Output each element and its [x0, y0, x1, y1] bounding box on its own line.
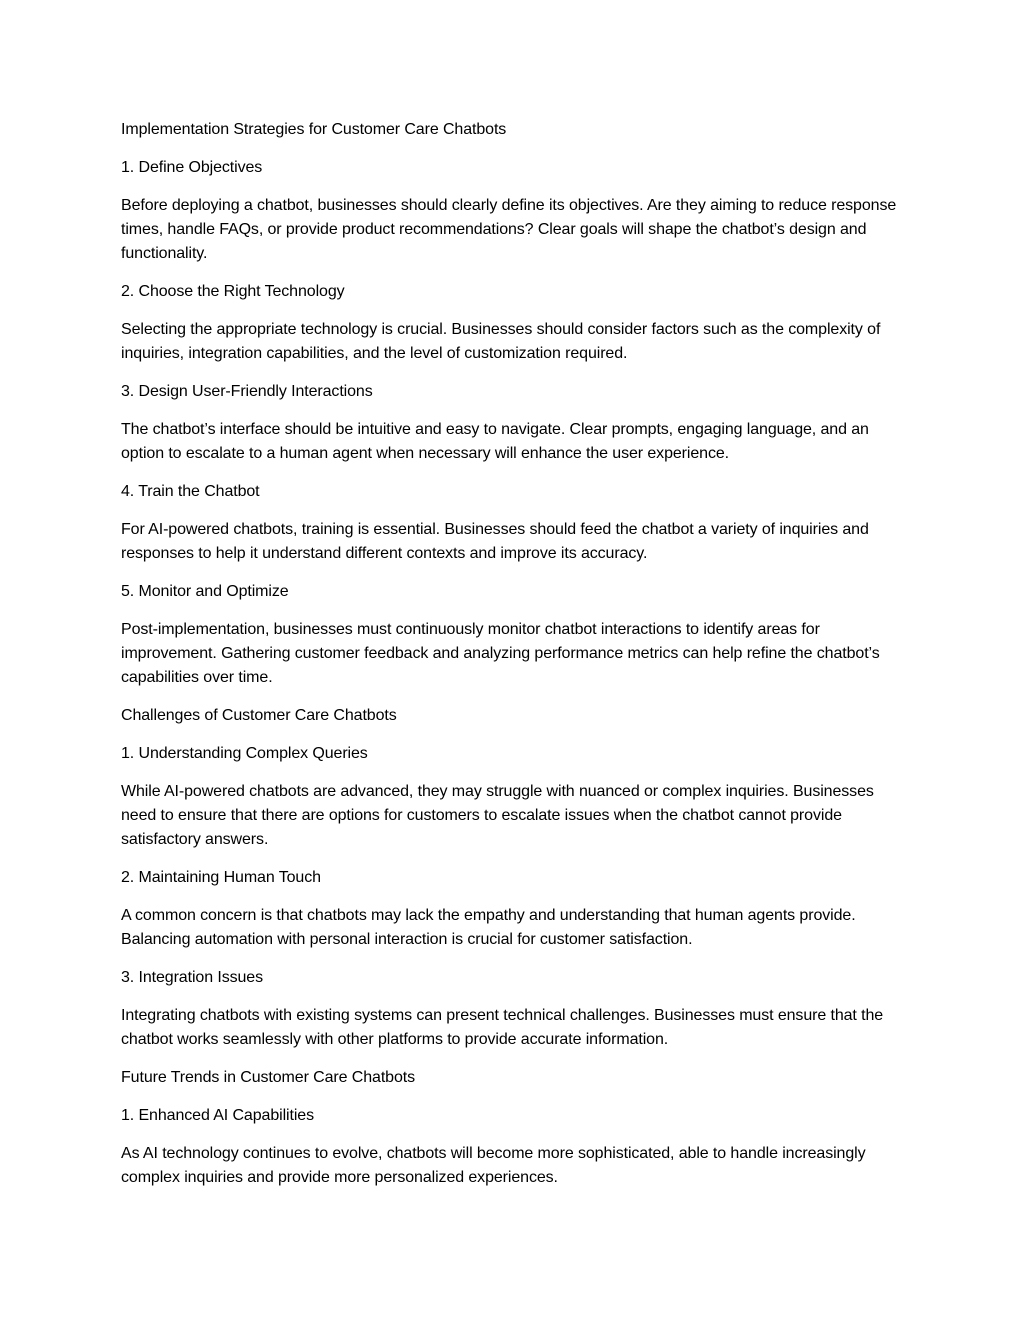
item-heading-complex-queries: 1. Understanding Complex Queries [121, 745, 368, 762]
item-heading-train-chatbot: 4. Train the Chatbot [121, 483, 260, 500]
item-heading-enhanced-ai: 1. Enhanced AI Capabilities [121, 1107, 314, 1124]
item-heading-monitor-optimize: 5. Monitor and Optimize [121, 583, 289, 600]
item-heading-design-interactions: 3. Design User-Friendly Interactions [121, 383, 373, 400]
item-heading-human-touch: 2. Maintaining Human Touch [121, 869, 321, 886]
body-paragraph-complex-queries: While AI-powered chatbots are advanced, they may struggle with nuanced or complex inquiries. Businesses need to ensure that there are options for customers to escalate issues when the chatbot cannot provide satisfactory answers. [121, 783, 874, 848]
body-paragraph-monitor-optimize: Post-implementation, businesses must continuously monitor chatbot interactions to identify areas for improvement. Gathering customer feedback and analyzing performance metrics can help refine the chatbot’s capabilities over time. [121, 621, 880, 686]
item-heading-choose-technology: 2. Choose the Right Technology [121, 283, 345, 300]
body-paragraph-enhanced-ai: As AI technology continues to evolve, chatbots will become more sophisticated, able to handle increasingly complex inquiries and provide more personalized experiences. [121, 1145, 866, 1186]
section-heading-implementation: Implementation Strategies for Customer Care Chatbots [121, 121, 507, 138]
body-paragraph-human-touch: A common concern is that chatbots may lack the empathy and understanding that human agents provide. Balancing automation with personal interaction is crucial for customer satisfaction. [121, 907, 856, 948]
item-heading-define-objectives: 1. Define Objectives [121, 159, 263, 176]
section-heading-future-trends: Future Trends in Customer Care Chatbots [121, 1069, 416, 1086]
body-paragraph-design-interactions: The chatbot’s interface should be intuitive and easy to navigate. Clear prompts, engaging language, and an option to escalate to a human agent when necessary will enhance the user experience. [121, 421, 869, 462]
section-heading-challenges: Challenges of Customer Care Chatbots [121, 707, 397, 724]
body-paragraph-choose-technology: Selecting the appropriate technology is crucial. Businesses should consider factors such as the complexity of inquiries, integration capabilities, and the level of customization required. [121, 321, 881, 362]
body-paragraph-train-chatbot: For AI-powered chatbots, training is essential. Businesses should feed the chatbot a variety of inquiries and responses to help it understand different contexts and improve its accuracy. [121, 521, 869, 562]
document-page [121, 118, 911, 1204]
body-paragraph-define-objectives: Before deploying a chatbot, businesses should clearly define its objectives. Are they aiming to reduce response times, handle FAQs, or provide product recommendations? Clear goals will shape the chatbot’s design and functionality. [121, 197, 897, 262]
item-heading-integration-issues: 3. Integration Issues [121, 969, 263, 986]
body-paragraph-integration-issues: Integrating chatbots with existing systems can present technical challenges. Businesses must ensure that the chatbot works seamlessly with other platforms to provide accurate information. [121, 1007, 884, 1048]
